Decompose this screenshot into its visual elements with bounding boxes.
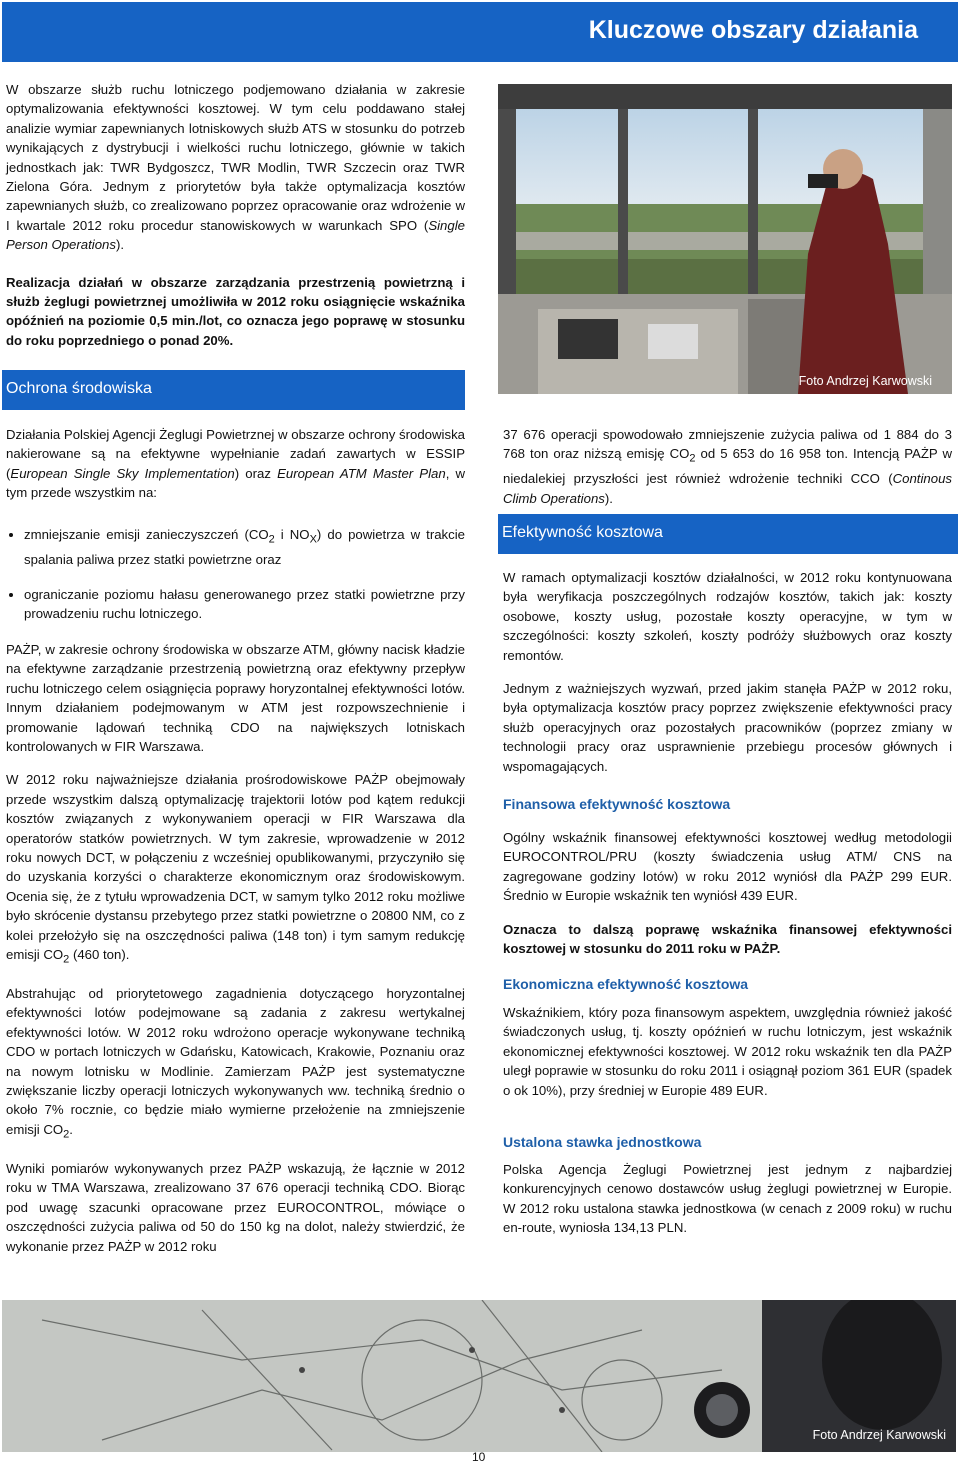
unit-rate-paragraph: Polska Agencja Żeglugi Powietrznej jest jednym z najbardziej konkurencyjnych cenowo dostawców usług żeglugi powietrznej w Europie. W 2012 roku ustalona stawka jednostkowa (w cenach z 2009 roku) w ruchu en-route, wyniosła 134,13 PLN. — [503, 1162, 952, 1236]
financial-paragraph: Ogólny wskaźnik finansowej efektywności kosztowej według metodologii EUROCONTROL/PRU (koszty świadczenia usług ATM/ CNS na zagregowane godziny lotów) w roku 2012 wyniósł dla PAŻP 299 EUR. Średnio w Europie wskaźnik ten wyniósł 439 EUR. — [503, 830, 952, 904]
radar-screen-photo — [2, 1300, 956, 1452]
list-item: • ograniczanie poziomu hałasu generowanego przez statki powietrzne przy prowadzeniu ruchu lotniczego. — [24, 585, 465, 624]
page-title: Kluczowe obszary działania — [588, 16, 918, 44]
section-header-cost-efficiency: Efektywność kosztowa — [498, 514, 958, 554]
right-column-economic — [503, 1003, 952, 1114]
right-column-cost — [503, 568, 952, 790]
cost-paragraph-2: Jednym z ważniejszych wyzwań, przed jakim stanęła PAŻP w 2012 roku, była optymalizacja kosztów pracy poprzez zwiększenie efektywności pracy służb operacyjnych oraz pozostałych pracowników (poprzez zmiany w technologii pracy oraz usprawnienie przebiegu procesów głównych i wspomagających. — [503, 681, 952, 774]
right-column-top — [503, 425, 952, 522]
list-item: • zmniejszanie emisji zanieczyszczeń ($CO_2$ i $NO_X$) do powietrza w trakcie spalania paliwa przez statki powietrzne oraz — [24, 525, 465, 569]
right-column-unit-rate — [503, 1160, 952, 1252]
env-paragraph-4: Abstrahując od priorytetowego zagadnienia dotyczącego horyzontalnej efektywności lotów podejmowane są zadania z zakresu wertykalnej efektywności lotów. W 2012 roku wdrożono operacje wykonywane techniką CDO w portach lotniczych w Gdańsku, Katowicach, Krakowie, Poznaniu oraz na nowym lotnisku w Modlinie. Zamierzam PAŻP jest systematyczne zwiększanie liczby operacji lotniczych wykonywanych ww. techniką średnio o około 7% rocznie, co będzie miało wymierne przełożenie na zmniejszenie emisji $CO_2$. — [6, 986, 465, 1141]
page-header-bar — [2, 2, 958, 62]
photo-caption: Foto Andrzej Karwowski — [798, 374, 932, 388]
left-column-top — [6, 80, 465, 364]
subheading-unit-rate: Ustalona stawka jednostkowa — [503, 1134, 702, 1150]
cdo-continuation-paragraph: 37 676 operacji spowodowało zmniejszenie zużycia paliwa od 1 884 do 3 768 ton oraz niższą emisję $CO_2$ od 5 653 do 16 958 ton. Intencją PAŻP w niedalekiej przyszłości jest również wdrożenie techniki CCO (Continous Climb Operations). — [503, 427, 953, 506]
page-number: 10 — [472, 1450, 486, 1464]
economic-paragraph: Wskaźnikiem, który poza finansowym aspektem, uwzględnia również jakość świadczonych usług, tj. koszty opóźnień w ruchu lotniczym, jest wskaźnik ekonomicznej efektywności kosztowej. W 2012 roku wskaźnik ten dla PAŻP uległ poprawie w stosunku do roku 2011 i osiągnął poziom 361 EUR (spadek o ok 10%), przy średniej w Europie 489 EUR. — [503, 1005, 952, 1098]
env-paragraph-1: Działania Polskiej Agencji Żeglugi Powietrznej w obszarze ochrony środowiska nakierowane są na efektywne wypełnianie zadań zawartych w ESSIP (European Single Sky Implementation) oraz European ATM Master Plan, w tym przede wszystkim na: — [6, 427, 465, 501]
env-paragraph-3: W 2012 roku najważniejsze działania prośrodowiskowe PAŻP obejmowały przede wszystkim dalszą optymalizację trajektorii lotów pod kątem redukcji kosztów związanych z wykonywaniem operacji w FIR Warszawa dla operatorów statków powietrznych. W tym zakresie, wprowadzenie w 2012 roku nowych DCT, w połączeniu z wcześniej opublikowanymi, przyczyniło się do uzyskania korzyści o charakterze ekonomicznym oraz środowiskowym. Ocenia się, że z tytułu wprowadzenia DCT, w samym tylko 2012 roku możliwe było skrócenie dystansu przebytego przez statki powietrzne o 20800 NM, co z kolei przełożyło się na oszczędności paliwa (148 ton) i tym samym redukcję emisji $CO_2$ (460 ton). — [6, 772, 465, 966]
financial-bold-paragraph: Oznacza to dalszą poprawę wskaźnika finansowej efektywności kosztowej w stosunku do 2011 roku w PAŻP. — [503, 921, 952, 957]
subheading-financial-efficiency: Finansowa efektywność kosztowa — [503, 796, 731, 812]
env-paragraph-5: Wyniki pomiarów wykonywanych przez PAŻP wskazują, że łącznie w 2012 roku w TMA Warszawa, zrealizowano 37 676 operacji techniką CDO. Biorąc pod uwagę szacunki opracowane przez EUROCONTROL, mówiące o oszczędności zużycia paliwa od 50 do 150 kg na dolot, należy stwierdzić, że wykonanie przez PAŻP w 2012 roku — [6, 1160, 465, 1254]
section-header-environment: Ochrona środowiska — [2, 370, 465, 410]
subheading-economic-efficiency: Ekonomiczna efektywność kosztowa — [503, 976, 749, 992]
env-bullet-list — [6, 525, 465, 624]
right-column-financial — [503, 828, 952, 972]
control-tower-photo — [498, 84, 952, 394]
left-column-environment — [6, 425, 465, 1270]
intro-paragraph: W obszarze służb ruchu lotniczego podjemowano działania w zakresie optymalizowania efektywności kosztowej. W tym celu poddawano stałej analizie wymiar zapewnianych lotniskowych służb ATS w stosunku do potrzeb wynikających z dystrybucji i wielkości ruchu lotniczego, głównie w takich jednostkach jak: TWR Bydgoszcz, TWR Modlin, TWR Szczecin oraz TWR Zielona Góra. Jednym z priorytetów była także optymalizacja kosztów zapewnianych służb, co zrealizowano poprzez opracowanie oraz wdrożenie w I kwartale 2012 roku procedur stanowiskowych w warunkach SPO (Single Person Operations). — [6, 82, 465, 253]
cost-paragraph-1: W ramach optymalizacji kosztów działalności, w 2012 roku kontynuowana była weryfikacja poszczególnych rodzajów kosztów, takich jak: koszty osobowe, koszty usług, pozostałe koszty operacyjne, w tym w szczególności: koszty szkoleń, koszty podróży służbowych oraz koszty remontów. — [503, 570, 952, 663]
photo-caption: Foto Andrzej Karwowski — [812, 1428, 946, 1442]
delay-indicator-paragraph: Realizacja działań w obszarze zarządzania przestrzenią powietrzną i służb żeglugi powietrznej umożliwiła w 2012 roku osiągnięcie wskaźnika opóźnień na poziomie 0,5 min./lot, co oznacza jego poprawę w stosunku do roku poprzedniego o ponad 20%. — [6, 274, 465, 348]
env-paragraph-2: PAŻP, w zakresie ochrony środowiska w obszarze ATM, główny nacisk kładzie na efektywne zarządzanie przestrzenią powietrzną oraz efektywny przepływ ruchu lotniczego celem osiągnięcia poprawy horyzontalnej efektywności lotów. Innym działaniem podejmowanym w ATM jest rozpowszechnienie i promowanie lądowań techniką CDO na największych lotniskach kontrolowanych w FIR Warszawa. — [6, 641, 465, 754]
